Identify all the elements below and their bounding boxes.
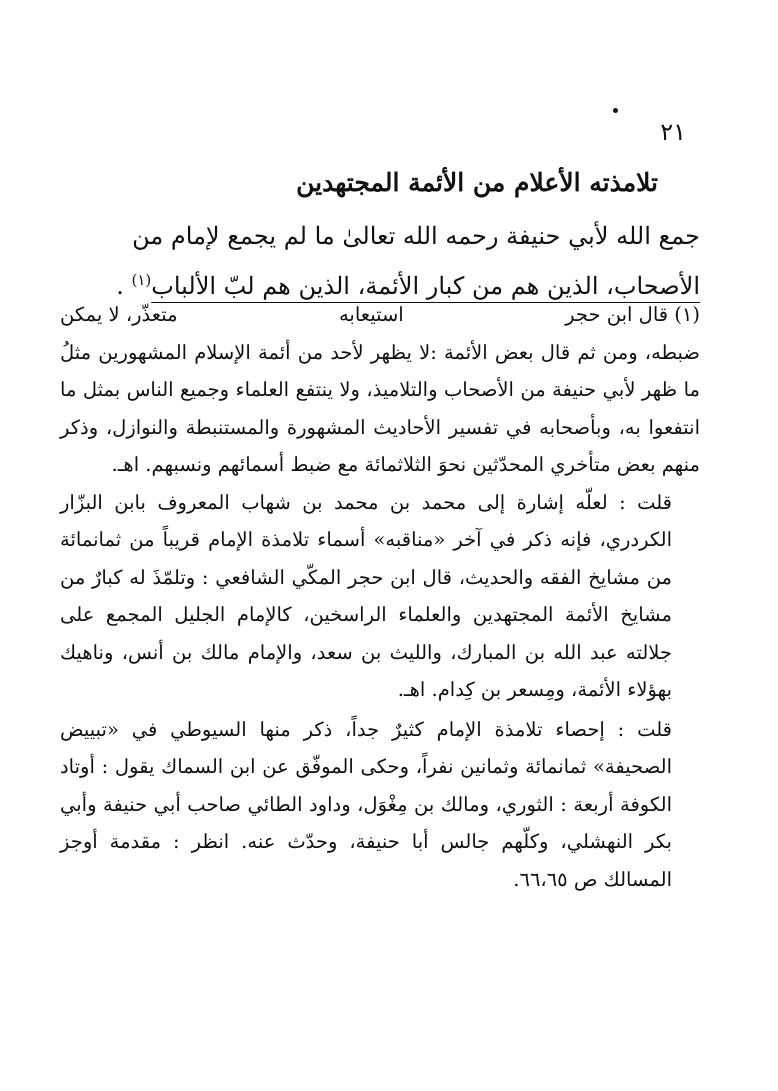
footnote-part-3: متعذّر، لا يمكن [60, 303, 178, 326]
main-text-line-2-text: الأصحاب، الذين هم من كبار الأئمة، الذين هم لبّ الألباب [151, 272, 700, 300]
page-dot [613, 108, 618, 113]
footnote-part-1: (١) قال ابن حجر [565, 303, 700, 326]
main-text [62, 214, 700, 308]
footnote-part-2: استيعابه [338, 303, 404, 326]
footnote-paragraph-3: قلت : إحصاء تلامذة الإمام كثيرٌ جداً، ذكر منها السيوطي في «تبييض الصحيفة» ثمانمائة وثمانين نفراً، وحكى الموفّق عن ابن السماك يقول : أوتاد الكوفة أربعة : الثوري، ومالك بن مِغْوَل، وداود الطائي صاحب أبي حنيفة وأبي بكر النهشلي، وكلّهم جالس أبا حنيفة، وحدّث عنه. انظر : مقدمة أوجز المسالك ص ٦٦،٦٥. [60, 717, 672, 891]
section-heading: تلامذته الأعلام من الأئمة المجتهدين [296, 168, 658, 197]
footnote-block [60, 296, 700, 900]
main-text-line-1: جمع الله لأبي حنيفة رحمه الله تعالىٰ ما لم يجمع لإمام من [132, 222, 700, 250]
footnote-paragraph-2: قلت : لعلّه إشارة إلى محمد بن محمد بن شهاب المعروف بابن البزّار الكردري، فإنه ذكر في آخر «مناقبه» أسماء تلامذة الإمام قريباً من ثمانمائة من مشايخ الفقه والحديث، قال ابن حجر المكّي الشافعي : وتلمّذَ له كبارٌ من مشايخ الأئمة المجتهدين والعلماء الراسخين، كالإمام الجليل المجمع على جلالته عبد الله بن المبارك، والليث بن سعد، والإمام مالك بن أنس، وناهيك بهؤلاء الأئمة، ومِسعر بن كِدام. اهـ. [60, 490, 672, 701]
page-number: ٢١ [660, 118, 686, 146]
footnote-first-line [60, 296, 700, 334]
footnote-reference: (١) [131, 271, 152, 289]
main-text-line-2: الأصحاب، الذين هم من كبار الأئمة، الذين هم لبّ الألباب$^{(١)}$ . [116, 271, 700, 300]
footnote-paragraph-1: ضبطه، ومن ثم قال بعض الأئمة :لا يظهر لأحد من أئمة الإسلام المشهورين مثلُ ما ظهر لأبي حنيفة من الأصحاب والتلاميذ، ولا ينتفع العلماء وجميع الناس بمثل ما انتفعوا به، وبأصحابه في تفسير الأحاديث المشهورة والمستنبطة والنوازل، وذكر منهم بعض متأخري المحدّثين نحوَ الثلاثمائة مع ضبط أسمائهم ونسبهم. اهـ. [60, 340, 700, 476]
